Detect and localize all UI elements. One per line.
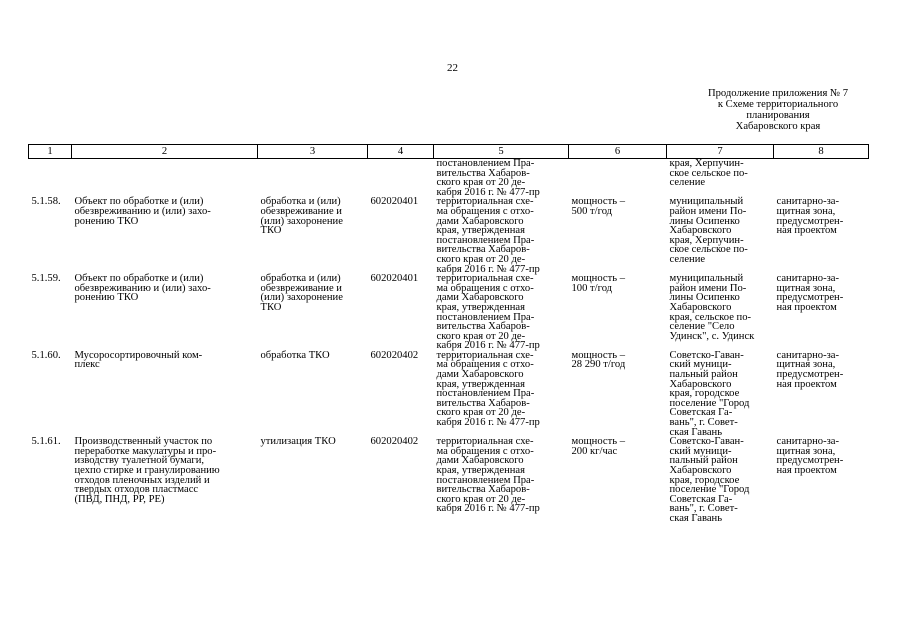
table-cell xyxy=(258,351,368,437)
table-cell xyxy=(569,274,667,351)
appendix-note-line: Хабаровского края xyxy=(735,121,821,132)
table-cell xyxy=(258,159,368,198)
table-row xyxy=(29,351,869,437)
table-cell xyxy=(368,274,434,351)
table-cell xyxy=(434,437,569,523)
table-cell xyxy=(72,351,258,437)
table-cell xyxy=(434,159,569,198)
table-cell xyxy=(368,351,434,437)
zone-cell: санитарно-за- щитная зона, предусмотрен- ная проектом xyxy=(776,436,844,476)
table-cell xyxy=(667,437,774,523)
table-cell xyxy=(72,437,258,523)
objects-table xyxy=(28,144,869,524)
table-cell xyxy=(29,437,72,523)
capacity-cell: мощность – 28 290 т/год xyxy=(571,349,626,371)
document-cell: территориальная схе- ма обращения с отхо- дами Хабаровского края, утвержденная постановлением Пра- вительства Хабаров- ского края от 20 де- кабря 2016 г. № 477-пр xyxy=(436,273,540,352)
object-code: 602020401 xyxy=(370,273,419,285)
table-cell xyxy=(368,197,434,274)
location-cell: Советско-Гаван- ский муници- пальный район Хабаровского края, городское поселение "Город Советская Га- вань", г. Совет- ская Гавань xyxy=(669,349,750,438)
table-row xyxy=(29,274,869,351)
activity-type: утилизация ТКО xyxy=(260,436,336,448)
zone-cell: санитарно-за- щитная зона, предусмотрен- ная проектом xyxy=(776,349,844,390)
item-number: 5.1.60. xyxy=(31,349,61,361)
table-cell xyxy=(774,437,869,523)
table-cell xyxy=(368,437,434,523)
table-cell xyxy=(774,159,869,198)
column-header: 6 xyxy=(569,145,667,159)
object-code: 602020401 xyxy=(370,196,419,208)
item-number: 5.1.61. xyxy=(31,436,61,448)
activity-type: обработка и (или) обезвреживание и (или) захоронение ТКО xyxy=(260,273,343,313)
location-cell: края, Херпучин- ское сельское по- селение xyxy=(669,158,748,189)
column-header: 8 xyxy=(774,145,869,159)
column-header: 2 xyxy=(72,145,258,159)
column-header: 5 xyxy=(434,145,569,159)
capacity-cell: мощность – 500 т/год xyxy=(571,196,625,217)
document-cell: территориальная схе- ма обращения с отхо- дами Хабаровского края, утвержденная постановлением Пра- вительства Хабаров- ского края от 20 де- кабря 2016 г. № 477-пр xyxy=(436,196,540,275)
table-cell xyxy=(29,159,72,198)
capacity-cell: мощность – 100 т/год xyxy=(571,273,625,294)
table-row xyxy=(29,437,869,523)
document-cell: постановлением Пра- вительства Хабаров- ского края от 20 де- кабря 2016 г. № 477-пр xyxy=(436,158,540,198)
table-cell xyxy=(774,274,869,351)
table-cell xyxy=(569,159,667,198)
column-header: 7 xyxy=(667,145,774,159)
activity-type: обработка ТКО xyxy=(260,349,330,361)
table-cell xyxy=(258,274,368,351)
table-cell xyxy=(569,351,667,437)
table-cell xyxy=(774,351,869,437)
object-name: Мусоросортировочный ком- плекс xyxy=(74,349,203,371)
document-cell: территориальная схе- ма обращения с отхо- дами Хабаровского края, утвержденная постановлением Пра- вительства Хабаров- ского края от 20 де- кабря 2016 г. № 477-пр xyxy=(436,436,540,515)
object-name: Объект по обработке и (или) обезвреживанию и (или) захо- ронению ТКО xyxy=(74,196,211,227)
table-cell xyxy=(29,197,72,274)
table-cell xyxy=(72,274,258,351)
table-cell xyxy=(29,274,72,351)
table-row xyxy=(29,197,869,274)
table-cell xyxy=(29,351,72,437)
item-number: 5.1.59. xyxy=(31,273,61,285)
table-cell xyxy=(774,197,869,274)
table-cell xyxy=(258,437,368,523)
appendix-note-line: планирования xyxy=(746,110,810,121)
capacity-cell: мощность – 200 кг/час xyxy=(571,436,625,457)
column-header: 3 xyxy=(258,145,368,159)
object-name: Производственный участок по переработке макулатуры и про- изводству туалетной бумаги, цехпо стирке и гранулированию отходов пленочных изделий и твердых отходов пластмасс (ПВД, ПНД, PP, PE) xyxy=(74,436,220,505)
object-code: 602020402 xyxy=(370,349,419,361)
table-cell xyxy=(569,437,667,523)
table-cell xyxy=(434,197,569,274)
table-cell xyxy=(368,159,434,198)
table-cell xyxy=(667,159,774,198)
table-cell xyxy=(434,351,569,437)
table-cell xyxy=(569,197,667,274)
item-number: 5.1.58. xyxy=(31,196,61,208)
table-cell xyxy=(434,274,569,351)
object-code: 602020402 xyxy=(370,436,419,448)
column-header: 1 xyxy=(29,145,72,159)
document-cell: территориальная схе- ма обращения с отхо- дами Хабаровского края, утвержденная постановлением Пра- вительства Хабаров- ского края от 20 де- кабря 2016 г. № 477-пр xyxy=(436,349,540,429)
table-cell xyxy=(72,159,258,198)
table-cell xyxy=(667,274,774,351)
table-cell xyxy=(667,351,774,437)
location-cell: Советско-Гаван- ский муници- пальный район Хабаровского края, городское поселение "Город Советская Га- вань", г. Совет- ская Гавань xyxy=(669,436,750,524)
table-cell xyxy=(258,197,368,274)
location-cell: муниципальный район имени По- лины Осипенко Хабаровского края, Херпучин- ское сельское по- селение xyxy=(669,196,748,265)
location-cell: муниципальный район имени По- лины Осипенко Хабаровского края, сельское по- селение "Село Удинск", с. Удинск xyxy=(669,273,755,342)
table-row-continuation xyxy=(29,159,869,198)
appendix-note xyxy=(690,88,866,132)
appendix-note-line: к Схеме территориального xyxy=(717,99,839,110)
column-header: 4 xyxy=(368,145,434,159)
table-cell xyxy=(72,197,258,274)
page-number: 22 xyxy=(447,62,458,74)
appendix-note-line: Продолжение приложения № 7 xyxy=(707,88,849,99)
zone-cell: санитарно-за- щитная зона, предусмотрен- ная проектом xyxy=(776,273,844,313)
object-name: Объект по обработке и (или) обезвреживанию и (или) захо- ронению ТКО xyxy=(74,273,211,304)
activity-type: обработка и (или) обезвреживание и (или) захоронение ТКО xyxy=(260,196,343,237)
zone-cell: санитарно-за- щитная зона, предусмотрен- ная проектом xyxy=(776,196,844,237)
table-header-row xyxy=(29,145,869,159)
table-cell xyxy=(667,197,774,274)
